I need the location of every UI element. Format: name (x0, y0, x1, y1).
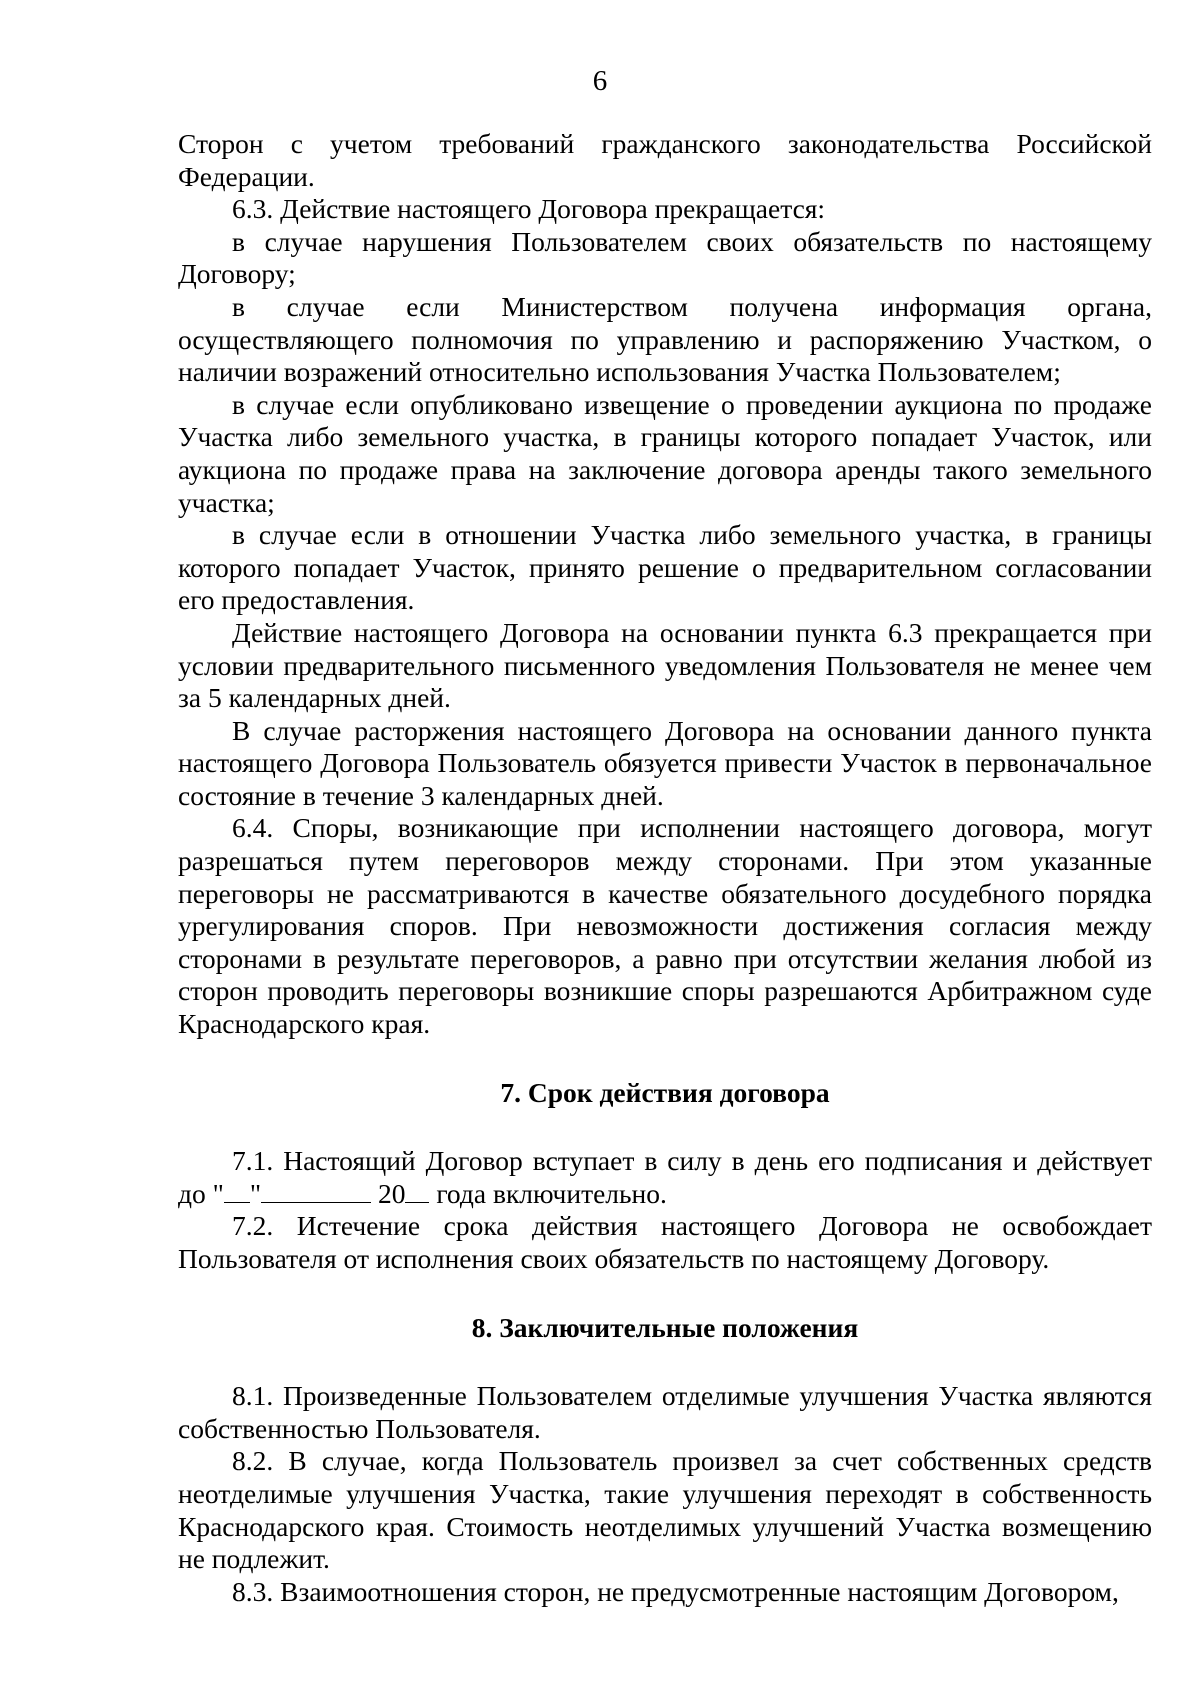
year-blank (405, 1180, 429, 1203)
paragraph-8-1: 8.1. Произведенные Пользователем отделимые улучшения Участка являются собственностью Пользователя. (178, 1380, 1152, 1444)
page-number: 6 (592, 65, 608, 97)
paragraph-6-3-case-4: в случае если в отношении Участка либо земельного участка, в границы которого попадает Участок, принято решение о предварительном согласовании его предоставления. (178, 519, 1152, 616)
paragraph-7-2: 7.2. Истечение срока действия настоящего Договора не освобождает Пользователя от исполнения своих обязательств по настоящему Договору. (178, 1210, 1152, 1274)
section-8-heading: 8. Заключительные положения (471, 1311, 859, 1343)
day-blank (224, 1180, 250, 1203)
document-body (178, 128, 1152, 1608)
paragraph-6-3-case-1: в случае нарушения Пользователем своих обязательств по настоящему Договору; (178, 225, 1152, 290)
paragraph-6-3-notice: Действие настоящего Договора на основании пункта 6.3 прекращается при условии предварительного письменного уведомления Пользователя не менее чем за 5 календарных дней. (178, 616, 1152, 714)
paragraph-7-1-tail: года включительно. (429, 1177, 667, 1209)
paragraph-6-3-case-3: в случае если опубликовано извещение о проведении аукциона по продаже Участка либо земельного участка, в границы которого попадает Участок, или аукциона по продаже права на заключение договора аренды такого земельного участка; (178, 388, 1152, 518)
section-7-heading: 7. Срок действия договора (500, 1076, 830, 1108)
paragraph-7-1-text: 7.1. Настоящий Договор вступает в силу в день его подписания и действует до " (178, 1145, 1152, 1209)
quote-close: " (249, 1177, 262, 1209)
paragraph-8-3: 8.3. Взаимоотношения сторон, не предусмотренные настоящим Договором, (232, 1575, 1119, 1607)
paragraph-8-2: 8.2. В случае, когда Пользователь произвел за счет собственных средств неотделимые улучшения Участка, такие улучшения переходят в собственность Краснодарского края. Стоимость неотделимых улучшений Участка возмещению не подлежит. (178, 1445, 1152, 1575)
paragraph-6-4: 6.4. Споры, возникающие при исполнении настоящего договора, могут разрешаться путем переговоров между сторонами. При этом указанные переговоры не рассматриваются в качестве обязательного досудебного порядка урегулирования споров. При невозможности достижения согласия между сторонами в результате переговоров, а равно при отсутствии желания любой из сторон проводить переговоры возникшие споры разрешаются Арбитражном суде Краснодарского края. (178, 812, 1152, 1040)
paragraph-6-3-termination: В случае расторжения настоящего Договора на основании данного пункта настоящего Договора Пользователь обязуется привести Участок в первоначальное состояние в течение 3 календарных дней. (178, 714, 1152, 811)
paragraph-7-1 (178, 1145, 1152, 1210)
paragraph-continuation: Сторон с учетом требований гражданского законодательства Российской Федерации. (178, 128, 1152, 192)
paragraph-6-3-case-2: в случае если Министерством получена информация органа, осуществляющего полномочия по управлению и распоряжению Участком, о наличии возражений относительно использования Участка Пользователем; (178, 290, 1152, 388)
month-blank (261, 1180, 371, 1203)
paragraph-6-3: 6.3. Действие настоящего Договора прекращается: (232, 193, 826, 225)
year-prefix: 20 (371, 1177, 406, 1209)
